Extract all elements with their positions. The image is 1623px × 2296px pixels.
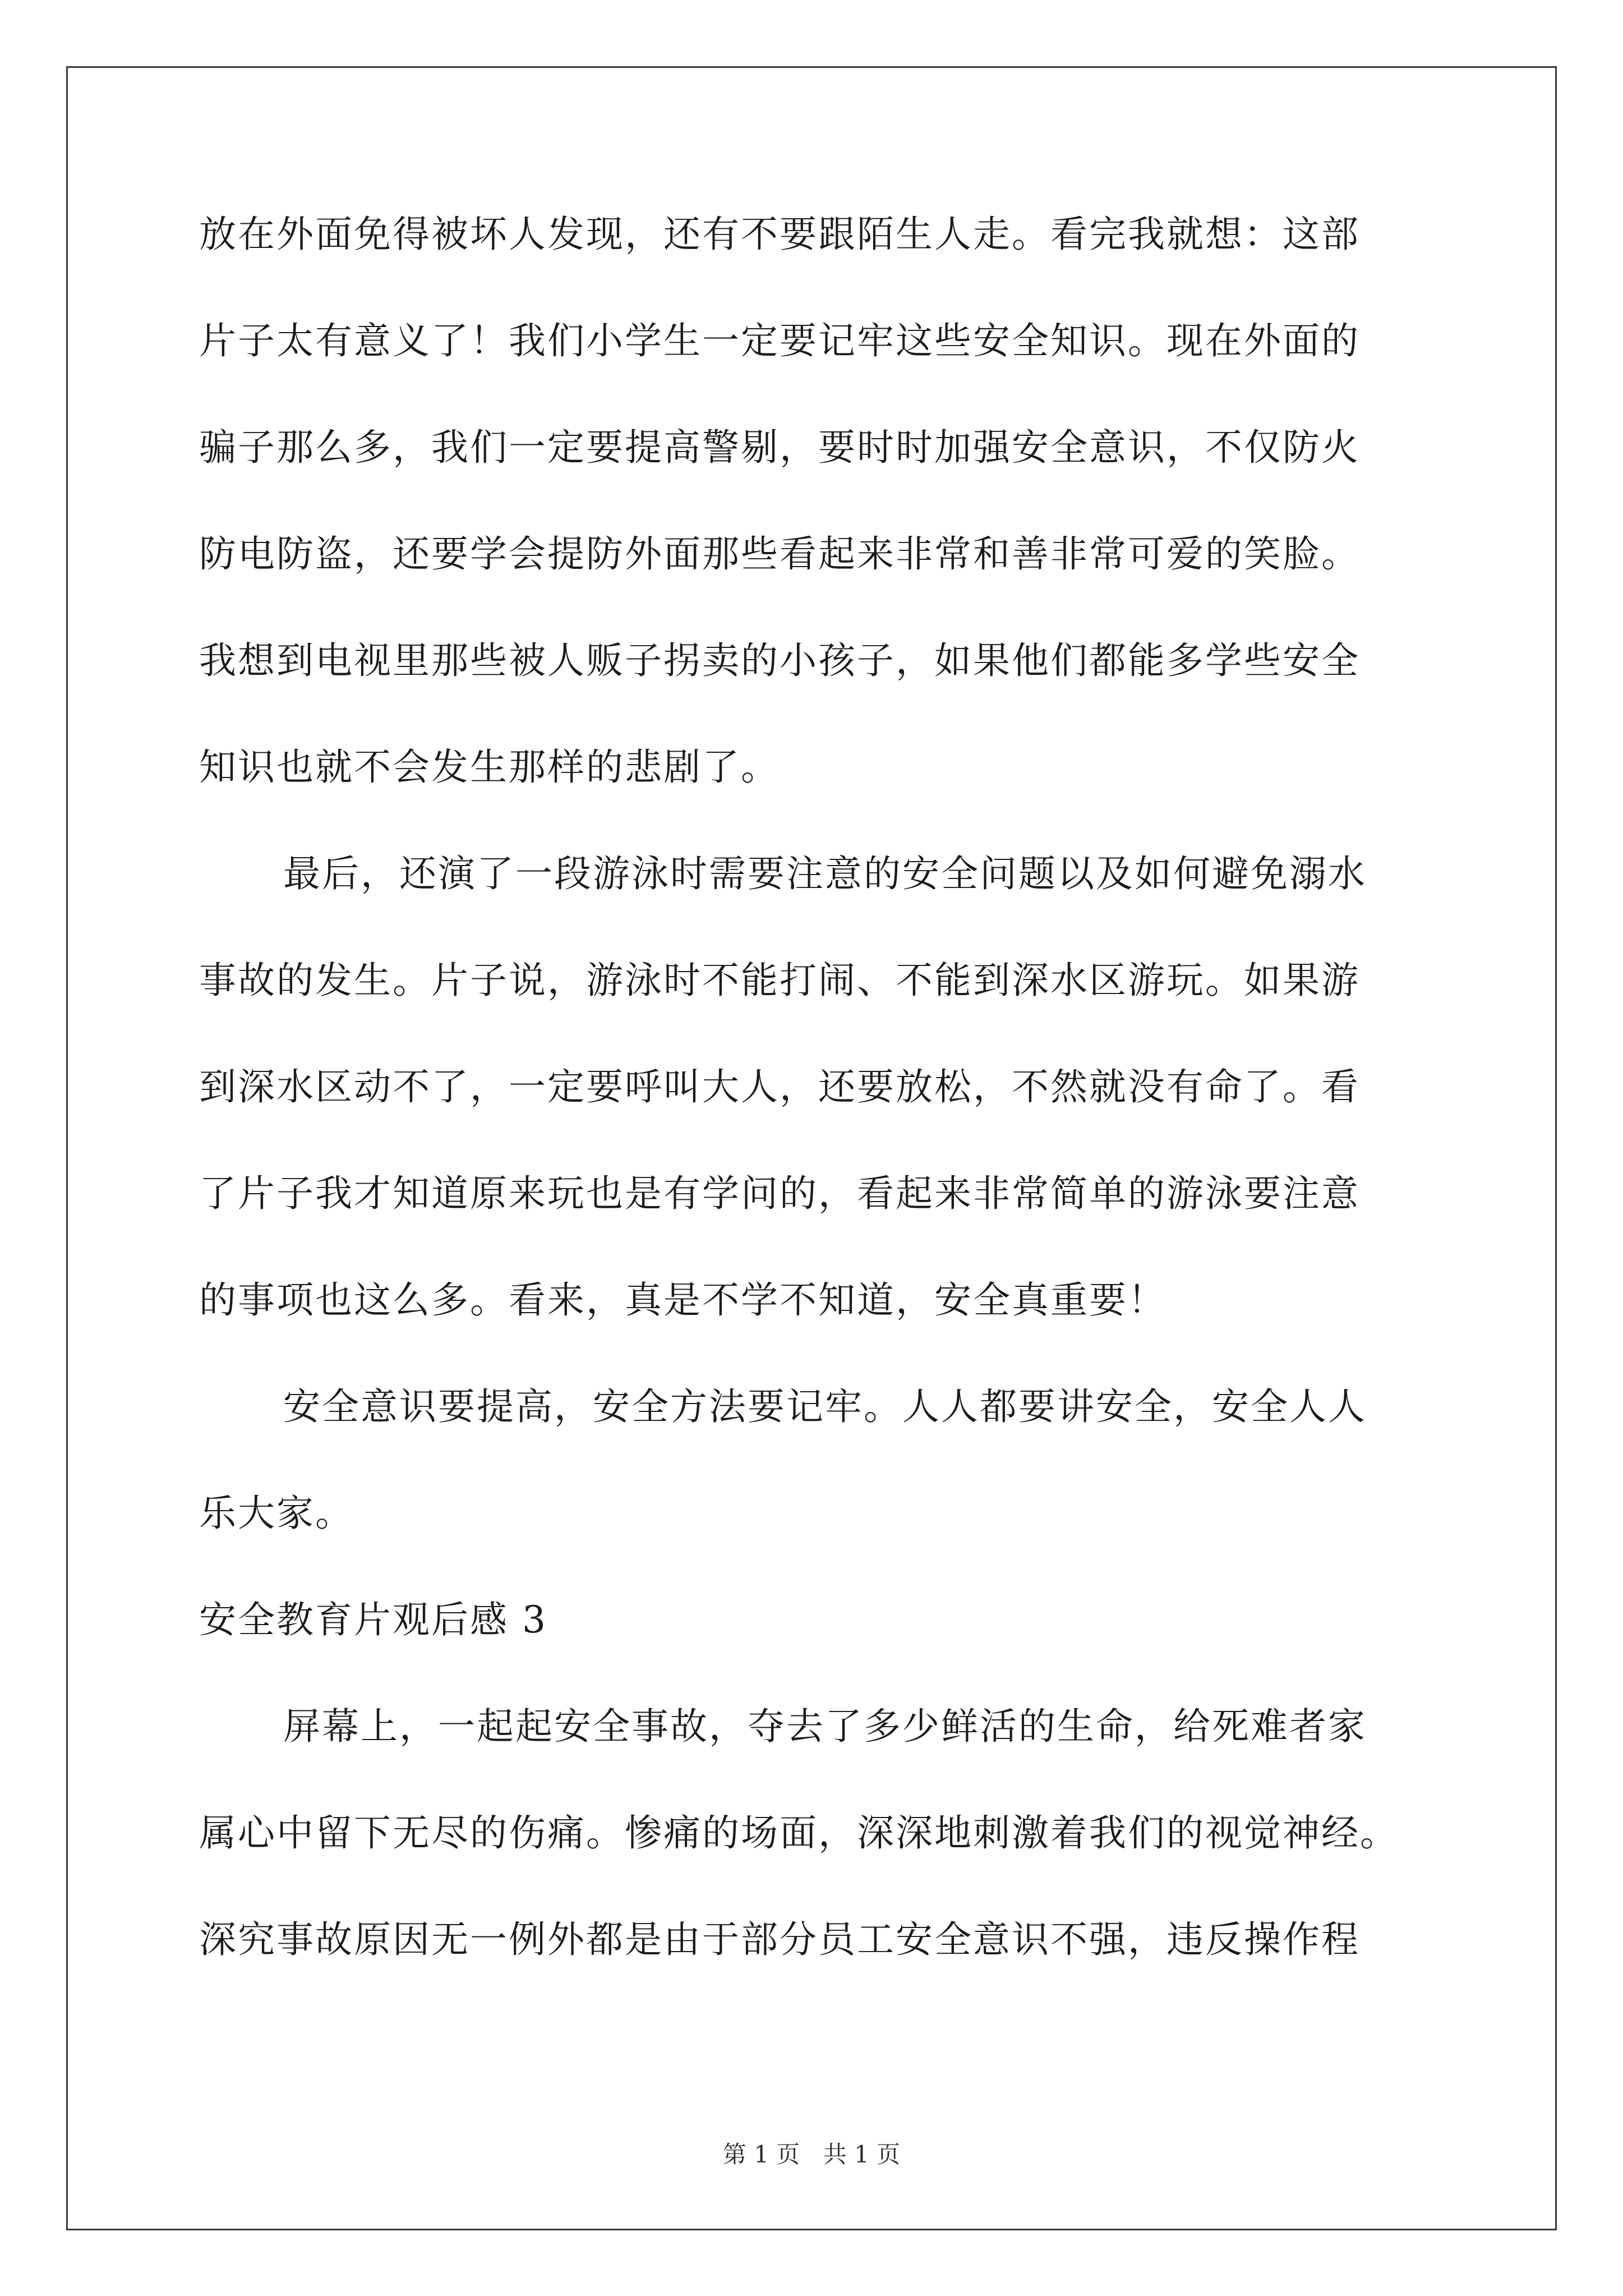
page-border xyxy=(66,66,1557,2230)
paragraph-start-line: 屏幕上，一起起安全事故，夺去了多少鲜活的生命，给死难者家 xyxy=(283,1705,1367,1748)
page-number: 第 1 页 xyxy=(722,2141,800,2168)
text-line: 乐大家。 xyxy=(199,1492,354,1535)
text-line: 深究事故原因无一例外都是由于部分员工安全意识不强，违反操作程 xyxy=(199,1918,1360,1961)
section-heading: 安全教育片观后感 3 xyxy=(199,1598,547,1641)
text-line: 骗子那么多，我们一定要提高警剔，要时时加强安全意识，不仅防火 xyxy=(199,426,1360,469)
page-footer xyxy=(0,2136,1623,2170)
page-total: 共 1 页 xyxy=(823,2141,901,2168)
paragraph-start-line: 最后，还演了一段游泳时需要注意的安全问题以及如何避免溺水 xyxy=(283,852,1367,895)
paragraph-start-line: 安全意识要提高，安全方法要记牢。人人都要讲安全，安全人人 xyxy=(283,1385,1367,1428)
text-line: 防电防盗，还要学会提防外面那些看起来非常和善非常可爱的笑脸。 xyxy=(199,532,1360,576)
text-line: 到深水区动不了，一定要呼叫大人，还要放松，不然就没有命了。看 xyxy=(199,1065,1360,1108)
text-line: 我想到电视里那些被人贩子拐卖的小孩子，如果他们都能多学些安全 xyxy=(199,639,1360,682)
text-line: 片子太有意义了！我们小学生一定要记牢这些安全知识。现在外面的 xyxy=(199,319,1360,362)
text-line: 事故的发生。片子说，游泳时不能打闹、不能到深水区游玩。如果游 xyxy=(199,959,1360,1002)
text-line: 了片子我才知道原来玩也是有学问的，看起来非常简单的游泳要注意 xyxy=(199,1172,1360,1215)
text-line: 放在外面免得被坏人发现，还有不要跟陌生人走。看完我就想：这部 xyxy=(199,213,1360,256)
text-line: 的事项也这么多。看来，真是不学不知道，安全真重要！ xyxy=(199,1278,1166,1322)
text-line: 知识也就不会发生那样的悲剧了。 xyxy=(199,746,780,789)
text-line: 属心中留下无尽的伤痛。惨痛的场面，深深地刺激着我们的视觉神经。 xyxy=(199,1811,1399,1855)
